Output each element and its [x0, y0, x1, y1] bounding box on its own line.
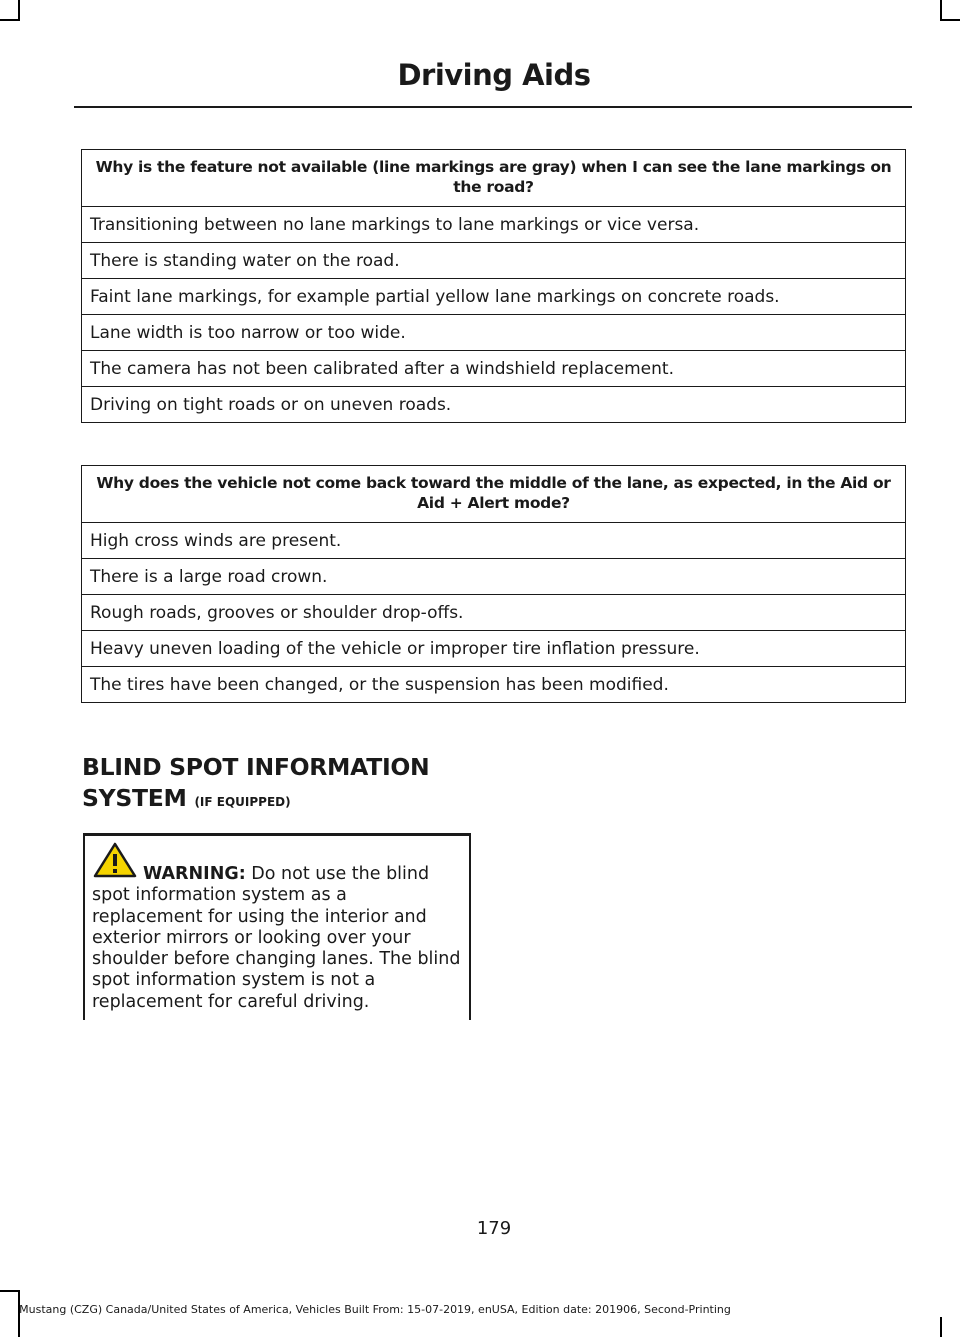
- table-header: Why is the feature not available (line markings are gray) when I can see the lane markings on the road?: [82, 150, 906, 207]
- table-row: [82, 387, 906, 423]
- crop-mark: [940, 19, 960, 21]
- table-cell: Faint lane markings, for example partial yellow lane markings on concrete roads.: [82, 279, 906, 315]
- crop-mark: [18, 0, 20, 20]
- table-cell: Driving on tight roads or on uneven roads.: [82, 387, 906, 423]
- section-title-line2: SYSTEM: [82, 784, 187, 812]
- table-cell: The camera has not been calibrated after a windshield replacement.: [82, 351, 906, 387]
- table-row: [82, 559, 906, 595]
- table-cell: Transitioning between no lane markings to lane markings or vice versa.: [82, 207, 906, 243]
- table-cell: The tires have been changed, or the suspension has been modified.: [82, 667, 906, 703]
- table-row: [82, 207, 906, 243]
- table-cell: Heavy uneven loading of the vehicle or improper tire inflation pressure.: [82, 631, 906, 667]
- table-row: [82, 279, 906, 315]
- crop-mark: [0, 1290, 20, 1292]
- section-qualifier: (IF EQUIPPED): [194, 795, 291, 809]
- footer-text: Mustang (CZG) Canada/United States of America, Vehicles Built From: 15-07-2019, enUSA, Edition date: 201906, Second-Printing: [19, 1303, 731, 1316]
- table-cell: There is a large road crown.: [82, 559, 906, 595]
- table-row: [82, 243, 906, 279]
- table-cell: Lane width is too narrow or too wide.: [82, 315, 906, 351]
- crop-mark: [940, 1317, 942, 1337]
- crop-mark: [940, 0, 942, 20]
- faq-table-lane-markings: [81, 149, 906, 423]
- header-divider: [74, 106, 912, 108]
- table-cell: Rough roads, grooves or shoulder drop-offs.: [82, 595, 906, 631]
- section-heading: [82, 752, 429, 818]
- page-title: Driving Aids: [397, 58, 591, 92]
- warning-text: [92, 864, 462, 1013]
- table-cell: High cross winds are present.: [82, 523, 906, 559]
- table-header: Why does the vehicle not come back toward the middle of the lane, as expected, in the Aid or Aid + Alert mode?: [82, 466, 906, 523]
- page-header: [0, 58, 960, 92]
- section-title-line1: BLIND SPOT INFORMATION: [82, 753, 430, 781]
- crop-mark: [0, 19, 20, 21]
- warning-box: [83, 833, 471, 1020]
- table-row: [82, 315, 906, 351]
- table-row: [82, 523, 906, 559]
- faq-table-lane-centering: [81, 465, 906, 703]
- table-cell: There is standing water on the road.: [82, 243, 906, 279]
- warning-label: WARNING:: [143, 864, 246, 884]
- table-row: [82, 595, 906, 631]
- table-row: [82, 351, 906, 387]
- page-number: 179: [476, 1218, 512, 1239]
- table-row: [82, 631, 906, 667]
- table-row: [82, 667, 906, 703]
- warning-body: Do not use the blind spot information system as a replacement for using the interior and exterior mirrors or looking over your shoulder before changing lanes. The blind spot information system is not a replacement for careful driving.: [92, 864, 461, 1012]
